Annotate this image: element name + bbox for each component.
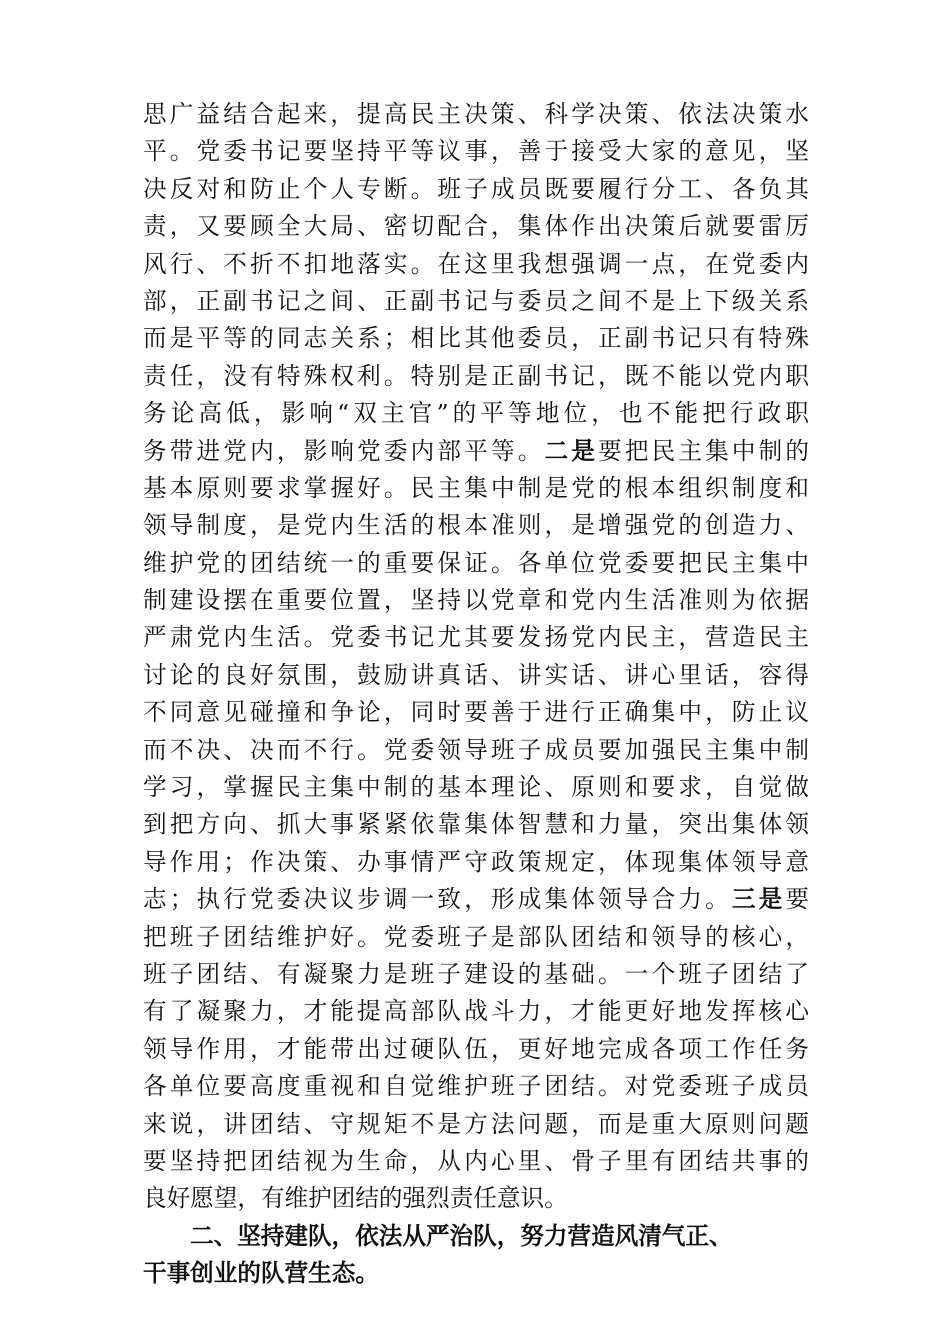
text-line: 严肃党内生活。党委书记尤其要发扬党内民主，营造民主 — [143, 623, 809, 652]
text-line: 讨论的良好氛围，鼓励讲真话、讲实话、讲心里话，容得 — [143, 660, 809, 689]
text-line: 不同意见碰撞和争论，同时要善于进行正确集中，防止议 — [143, 698, 809, 727]
text-segment: 志；执行党委决议步调一致，形成集体领导合力。 — [143, 885, 732, 914]
text-line: 而不决、决而不行。党委领导班子成员要加强民主集中制 — [143, 735, 809, 764]
section-heading-continued: 干事创业的队营生态。 — [143, 1259, 379, 1288]
text-line: 制建设摆在重要位置，坚持以党章和党内生活准则为依据 — [143, 586, 809, 615]
text-line-with-keyword — [143, 881, 809, 918]
text-line: 班子团结、有凝聚力是班子建设的基础。一个班子团结了 — [143, 959, 809, 988]
text-line: 来说，讲团结、守规矩不是方法问题，而是重大原则问题 — [143, 1109, 809, 1138]
text-line: 风行、不折不扣地落实。在这里我想强调一点，在党委内 — [143, 249, 809, 278]
text-line: 基本原则要求掌握好。民主集中制是党的根本组织制度和 — [143, 473, 809, 502]
text-line: 各单位要高度重视和自觉维护班子团结。对党委班子成员 — [143, 1072, 809, 1101]
text-line: 维护党的团结统一的重要保证。各单位党委要把民主集中 — [143, 548, 809, 577]
text-line: 学习，掌握民主集中制的基本理论、原则和要求，自觉做 — [143, 773, 809, 802]
text-line: 到把方向、抓大事紧紧依靠集体智慧和力量，突出集体领 — [143, 810, 809, 839]
text-line: 思广益结合起来，提高民主决策、科学决策、依法决策水 — [143, 100, 809, 128]
text-line: 导作用；作决策、办事情严守政策规定，体现集体领导意 — [143, 847, 809, 876]
text-line: 领导作用，才能带出过硬队伍，更好地完成各项工作任务 — [143, 1034, 809, 1063]
text-line: 平。党委书记要坚持平等议事，善于接受大家的意见，坚 — [143, 137, 809, 166]
text-line: 务论高低，影响“双主官”的平等地位，也不能把行政职 — [143, 399, 809, 428]
text-segment: 要把民主集中制的 — [598, 436, 810, 465]
section-heading: 二、坚持建队，依法从严治队，努力营造风清气正、 — [190, 1221, 733, 1250]
text-line: 决反对和防止个人专断。班子成员既要履行分工、各负其 — [143, 174, 809, 203]
text-line: 领导制度，是党内生活的根本准则，是增强党的创造力、 — [143, 511, 809, 540]
text-line: 有了凝聚力，才能提高部队战斗力，才能更好地发挥核心 — [143, 997, 809, 1026]
keyword-third: 三是 — [731, 885, 786, 914]
keyword-second: 二是 — [544, 436, 599, 465]
text-segment: 务带进党内，影响党委内部平等。 — [143, 436, 545, 465]
body-text — [143, 96, 809, 1293]
text-line: 良好愿望，有维护团结的强烈责任意识。 — [143, 1184, 568, 1213]
text-line: 把班子团结维护好。党委班子是部队团结和领导的核心， — [143, 922, 809, 951]
text-line: 而是平等的同志关系；相比其他委员，正副书记只有特殊 — [143, 324, 809, 353]
text-line: 部，正副书记之间、正副书记与委员之间不是上下级关系 — [143, 286, 809, 315]
text-line: 责任，没有特殊权利。特别是正副书记，既不能以党内职 — [143, 361, 809, 390]
text-line-with-keyword — [143, 433, 809, 470]
text-segment: 要 — [785, 885, 810, 914]
text-line: 要坚持把团结视为生命，从内心里、骨子里有团结共事的 — [143, 1146, 809, 1175]
text-line: 责，又要顾全大局、密切配合，集体作出决策后就要雷厉 — [143, 212, 809, 241]
